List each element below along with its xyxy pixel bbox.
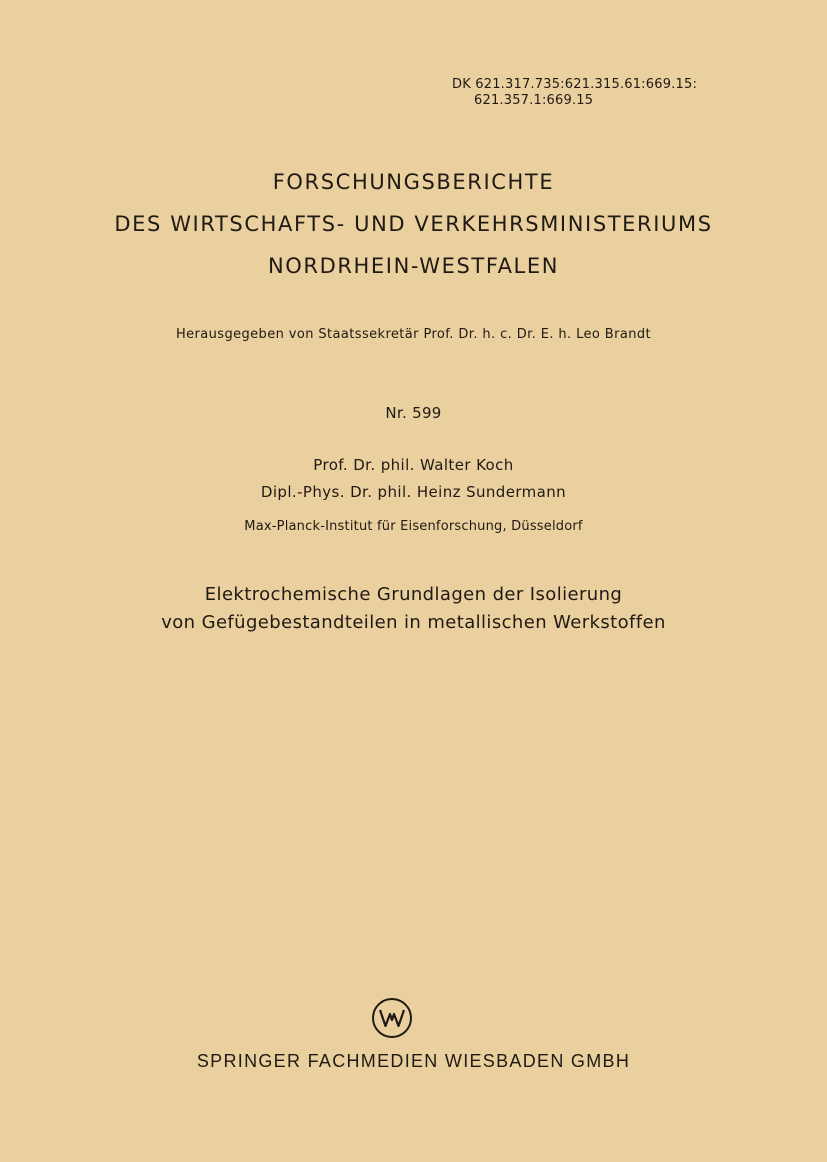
book-title-line-2: von Gefügebestandteilen in metallischen Werkstoffen bbox=[161, 612, 666, 633]
classification-line-2: 621.357.1:669.15 bbox=[474, 93, 594, 108]
author-2: Dipl.-Phys. Dr. phil. Heinz Sundermann bbox=[260, 483, 567, 501]
author-1: Prof. Dr. phil. Walter Koch bbox=[313, 456, 514, 474]
springer-vw-logo-icon bbox=[371, 997, 413, 1039]
classification-line-1: DK 621.317.735:621.315.61:669.15: bbox=[452, 77, 698, 92]
classification-code bbox=[452, 77, 697, 109]
publisher-name: SPRINGER FACHMEDIEN WIESBADEN GMBH bbox=[196, 1051, 631, 1071]
institute: Max-Planck-Institut für Eisenforschung, Düsseldorf bbox=[244, 519, 583, 534]
book-title bbox=[0, 581, 827, 637]
editor-line: Herausgegeben von Staatssekretär Prof. Dr. h. c. Dr. E. h. Leo Brandt bbox=[175, 327, 652, 342]
volume-number: Nr. 599 bbox=[385, 404, 442, 422]
series-line-2: DES WIRTSCHAFTS- UND VERKEHRSMINISTERIUMS bbox=[114, 212, 713, 236]
book-title-line-1: Elektrochemische Grundlagen der Isolierung bbox=[204, 584, 623, 605]
series-line-3: NORDRHEIN-WESTFALEN bbox=[267, 254, 560, 278]
series-line-1: FORSCHUNGSBERICHTE bbox=[272, 170, 555, 194]
series-title bbox=[0, 161, 827, 287]
